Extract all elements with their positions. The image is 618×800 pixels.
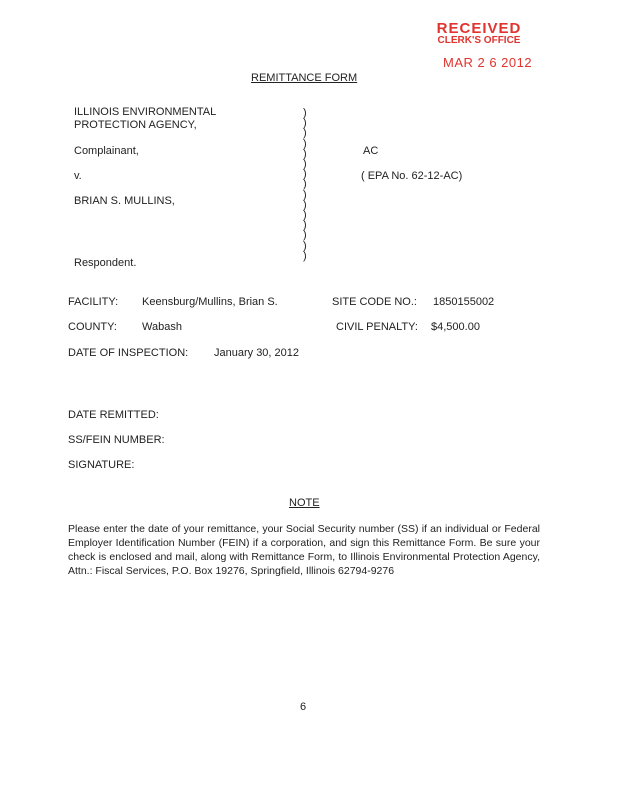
caption-parentheses: ) ) ) ) ) ) ) ) ) ) ) ) ) ) ) [303,107,307,262]
complainant-label: Complainant, [74,145,139,157]
case-number: ( EPA No. 62-12-AC) [361,170,463,182]
note-heading: NOTE [289,497,320,509]
stamp-date: MAR 2 6 2012 [443,55,533,70]
versus-label: v. [74,170,82,182]
stamp-clerks-office: CLERK'S OFFICE [437,35,521,46]
case-type: AC [363,145,379,157]
signature-label: SIGNATURE: [68,459,135,471]
county-value: Wabash [142,321,182,333]
respondent-label: Respondent. [74,257,137,269]
civil-penalty-label: CIVIL PENALTY: [336,321,418,333]
form-title: REMITTANCE FORM [251,72,358,84]
party1-line1: ILLINOIS ENVIRONMENTAL [74,106,217,118]
received-stamp [427,20,531,46]
page-number: 6 [300,701,307,713]
civil-penalty-value: $4,500.00 [431,321,480,333]
facility-value: Keensburg/Mullins, Brian S. [142,296,278,308]
date-remitted-label: DATE REMITTED: [68,409,159,421]
note-body: Please enter the date of your remittance, your Social Security number (SS) if an individual or Federal Employer Identification Number (FEIN) if a corporation, and sign this Remittance Form. Be sure your check is enclosed and mail, along with Remittance Form, to Illinois Environmental Protection Agency, Attn.: Fiscal Services, P.O. Box 19276, Springfield, Illinois 62794-9276 [68,523,540,577]
inspection-label: DATE OF INSPECTION: [68,347,189,359]
party1-line2: PROTECTION AGENCY, [74,119,197,131]
respondent-name: BRIAN S. MULLINS, [74,195,175,207]
site-code-value: 1850155002 [433,296,495,308]
county-label: COUNTY: [68,321,117,333]
ss-fein-label: SS/FEIN NUMBER: [68,434,165,446]
facility-label: FACILITY: [68,296,119,308]
stamp-received: RECEIVED [436,20,522,37]
inspection-value: January 30, 2012 [214,347,300,359]
site-code-label: SITE CODE NO.: [332,296,417,308]
